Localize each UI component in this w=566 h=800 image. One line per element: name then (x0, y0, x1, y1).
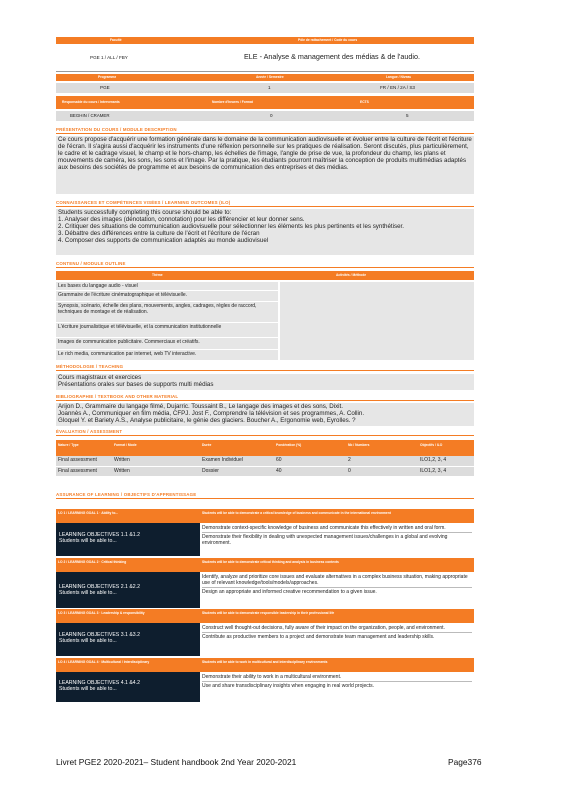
outline-heading: CONTENU / MODULE OUTLINE (56, 260, 474, 268)
header-row-4 (56, 83, 474, 93)
teaching-heading: MÉTHODOLOGIE / TEACHING (56, 363, 474, 371)
assessment-cell: 60 (276, 457, 282, 463)
header-language-value: FR / EN / 2A / S3 (380, 85, 415, 90)
assessment-table (56, 440, 474, 476)
outline-row: Les bases du langage audio - visuel (56, 282, 278, 291)
aol-objective-item: Identify, analyze and prioritize core issues and evaluate alternatives in a complex business situation, making appropriate use of relevant knowledge/tools/models/approaches. (202, 573, 472, 588)
aol-objective-sub: Students will be able to... (59, 590, 117, 597)
aol-band-right: Students will be able to demonstrate critical thinking and analysis in business contexts (202, 560, 339, 564)
aol-objective-sub: Students will be able to... (59, 638, 117, 645)
aol-band-left: LO 1 / LEARNING GOAL 1 · Ability to... (58, 511, 119, 515)
outline-row: L'écriture journalistique et télévisuelle, et la communication institutionnelle (56, 323, 278, 338)
assessment-col-format: Format / Mode (114, 443, 137, 447)
outcome-item: 2. Critiquer des situations de communication audiovisuelle pour sélectionner les éléments les plus pertinents et les synthétiser. (58, 223, 404, 231)
assessment-cell: ILO1,2, 3, 4 (420, 467, 447, 474)
header-row-5 (56, 96, 474, 109)
outcomes-heading: CONNAISSANCES ET COMPÉTENCES VISÉES / LEARNING OUTCOMES (ILO) (56, 199, 474, 207)
header-program-value: PGE (100, 85, 110, 90)
assessment-cell: 2 (348, 457, 351, 463)
outline-header-row (56, 271, 474, 280)
assessment-cell: Written (114, 457, 130, 463)
header-row-6 (56, 111, 474, 121)
aol-band (56, 558, 474, 572)
header-year-label: Année / Semestre (256, 75, 284, 79)
outcome-item: 3. Débattre des différences entre la culture de l'écrit et l'écriture de l'écran (58, 230, 260, 238)
aol-heading: ASSURANCE OF LEARNING / OBJECTIFS D'APPRENTISSAGE (56, 491, 474, 499)
aol-objective-item: Demonstrate their flexibility in dealing with unexpected management issues/challenges in a global and evolving environment. (202, 534, 448, 546)
presentation-heading: PRÉSENTATION DU COURS / MODULE DESCRIPTION (56, 126, 474, 134)
aol-block-2 (56, 558, 474, 608)
aol-objective-item: Construct well thought-out decisions, fully aware of their impact on the organization, people, and environment. (202, 624, 472, 633)
outline-col-theme: Thème (152, 273, 163, 277)
footer-handbook-title: Livret PGE2 2020-2021– Student handbook 2nd Year 2020-2021 (56, 757, 297, 767)
aol-objective-item: Contribute as productive members to a project and demonstrate team management and leadership skills. (202, 634, 435, 640)
aol-objective-title: LEARNING OBJECTIVES 2.1 &2.2 (59, 584, 141, 590)
bibliography-line: Joannès A., Communiquer en film média, CFPJ. Jost F., Comprendre la télévision et ses programmes, A. Collin. (58, 410, 365, 418)
teaching-text (56, 374, 474, 390)
aol-band-right: Students will be able to demonstrate a critical knowledge of business and communicate in the international environment (202, 511, 391, 515)
header-row-3 (56, 74, 474, 81)
assessment-cell: Final assessment (58, 457, 97, 463)
header-row-2 (56, 44, 474, 72)
outline-row: Grammaire de l'écriture cinématographique et télévisuelle. (56, 291, 278, 302)
outcome-item: 4. Composer des supports de communication adaptés au monde audiovisuel (58, 237, 269, 245)
header-faculty-label: Faculté (110, 38, 122, 42)
header-program-label: Programme (98, 75, 117, 79)
assessment-cell: Written (114, 467, 130, 474)
assessment-row (56, 456, 474, 466)
assessment-col-ilo: Objectifs / ILO (420, 443, 443, 447)
aol-band-left: LO 4 / LEARNING GOAL 4 · Multicultural / Interdisciplinary (58, 660, 150, 664)
course-code: PGE 1 / ALL / FBY (90, 55, 128, 60)
aol-objective-sub: Students will be able to... (59, 538, 117, 545)
aol-band (56, 658, 474, 672)
aol-row (56, 572, 474, 608)
header-instructor-value: BEGHIN / CRAMER (70, 113, 110, 118)
assessment-cell: 0 (348, 467, 351, 474)
header-hours-label: Nombre d'heures / Format (212, 100, 253, 104)
aol-band-left: LO 2 / LEARNING GOAL 2 · Critical thinking (58, 560, 127, 564)
aol-objective-item: Use and share transdisciplinary insights when engaging in real world projects. (202, 683, 375, 689)
aol-objective-item: Demonstrate their ability to work in a multicultural environment. (202, 673, 472, 682)
header-course-code-label: Pôle de rattachement / Code du cours (298, 38, 358, 42)
aol-block-4 (56, 658, 474, 702)
assessment-row (56, 466, 474, 476)
assessment-header-row (56, 440, 474, 456)
aol-objectives-label (56, 572, 200, 608)
header-year-value: 1 (268, 85, 271, 90)
aol-objectives-detail (200, 672, 474, 702)
outcome-item: 1. Analyser des images (dénotation, connotation) pour les différencier et leur donner sens. (58, 216, 305, 224)
aol-block-3 (56, 609, 474, 656)
aol-band (56, 609, 474, 623)
assessment-cell: 40 (276, 467, 282, 474)
assessment-cell: ILO1,2, 3, 4 (420, 457, 447, 463)
aol-band-right: Students will be able to demonstrate responsible leadership in their professional life (202, 611, 335, 615)
aol-objectives-detail (200, 523, 474, 556)
aol-row (56, 523, 474, 556)
aol-band (56, 509, 474, 523)
aol-objective-title: LEARNING OBJECTIVES 1.1 &1.2 (59, 532, 141, 538)
aol-row (56, 623, 474, 656)
aol-block-1 (56, 509, 474, 556)
outline-row: Synopsis, scénario, échelle des plans, mouvements, angles, cadrages, règles de raccord, techniques de montage et de réalisation. (56, 302, 278, 323)
aol-objectives-label (56, 523, 200, 556)
aol-row (56, 672, 474, 702)
bibliography-text (56, 403, 474, 426)
assessment-col-numbers: Nb / Numbers (348, 443, 370, 447)
header-row-1 (56, 37, 474, 44)
teaching-line: Présentations orales sur bases de supports multi médias (58, 381, 214, 389)
aol-objective-item: Demonstrate context-specific knowledge of business and communicate this effectively in written and oral form. (202, 524, 472, 533)
outline-row: Le rich media, communication par internet, web TV interactive. (56, 350, 278, 360)
course-title: ELE - Analyse & management des médias & de l'audio. (244, 52, 420, 61)
outline-activities-column (279, 282, 474, 360)
footer-page-number: Page376 (448, 757, 482, 767)
aol-band-left: LO 3 / LEARNING GOAL 3 · Leadership & responsibility (58, 611, 145, 615)
teaching-line: Cours magistraux et exercices (58, 374, 142, 381)
outcomes-intro: Students successfully completing this course should be able to: (58, 209, 232, 216)
aol-objectives-detail (200, 623, 474, 656)
bibliography-line: Arijon D., Grammaire du langage filmé, Dujarric. Toussaint B., Le langage des images et des sons, Dixit. (58, 403, 343, 410)
aol-objective-sub: Students will be able to... (59, 686, 117, 693)
assessment-cell: Final assessment (58, 467, 97, 474)
bibliography-line: Gloquel Y. et Bariety A.S., Analyse publicitaire, le génie des glaciers. Boucher A., Ergonomie web, Eyrolles. ? (58, 417, 356, 425)
bibliography-heading: BIBLIOGRAPHIE / TEXTBOOK AND OTHER MATERIAL (56, 393, 474, 401)
assessment-cell: Examen Individuel (202, 457, 243, 463)
aol-objective-title: LEARNING OBJECTIVES 3.1 &3.2 (59, 632, 141, 638)
aol-objective-title: LEARNING OBJECTIVES 4.1 &4.2 (59, 680, 141, 686)
aol-objective-item: Design an appropriate and informed creative recommendation to a given issue. (202, 589, 377, 595)
outline-col-activities: Activités / Méthode (336, 273, 367, 277)
header-ects-value: 5 (406, 113, 409, 118)
header-hours-value: 0 (270, 113, 273, 118)
aol-band-right: Students will be able to work in multicultural and interdisciplinary environments (202, 660, 328, 664)
assessment-col-duration: Durée (202, 443, 212, 447)
assessment-col-weight: Pondération (%) (276, 443, 302, 447)
outcomes-list (56, 209, 474, 255)
aol-objectives-detail (200, 572, 474, 608)
assessment-heading: ÉVALUATION / ASSESSMENT (56, 428, 474, 436)
header-language-label: Langue / Niveau (386, 75, 412, 79)
aol-objectives-label (56, 672, 200, 702)
assessment-col-nature: Nature / Type (58, 443, 79, 447)
presentation-text: Ce cours propose d'acquérir une formation générale dans le domaine de la communication audiovisuelle et évoluer entre la culture de l'écrit et l'écriture de l'écran. Il s'agira aussi d'acquérir les instruments d'une réflexion personnelle sur les pratiques de réalisation. Seront discutés, plus particulièrement, le cadre et le cadrage visuel, le champ et le hors-champ, les échelles de l'image, l'angle de prise de vue, la profondeur du champ, les plans et mouvements de caméra, les sons, les sons et l'image. Par la pratique, les étudiants pourront maîtriser la conception de produits multimédias adaptés aux besoins des sociétés de programme et aux besoins de communication des entreprises et des médias. (56, 136, 474, 194)
header-instructor-label: Responsable du cours / Intervenants (62, 100, 120, 104)
outline-row: Images de communication publicitaire. Commerciaux et créatifs. (56, 338, 278, 350)
header-ects-label: ECTS (360, 100, 369, 104)
aol-objectives-label (56, 623, 200, 656)
assessment-cell: Dossier (202, 467, 219, 474)
